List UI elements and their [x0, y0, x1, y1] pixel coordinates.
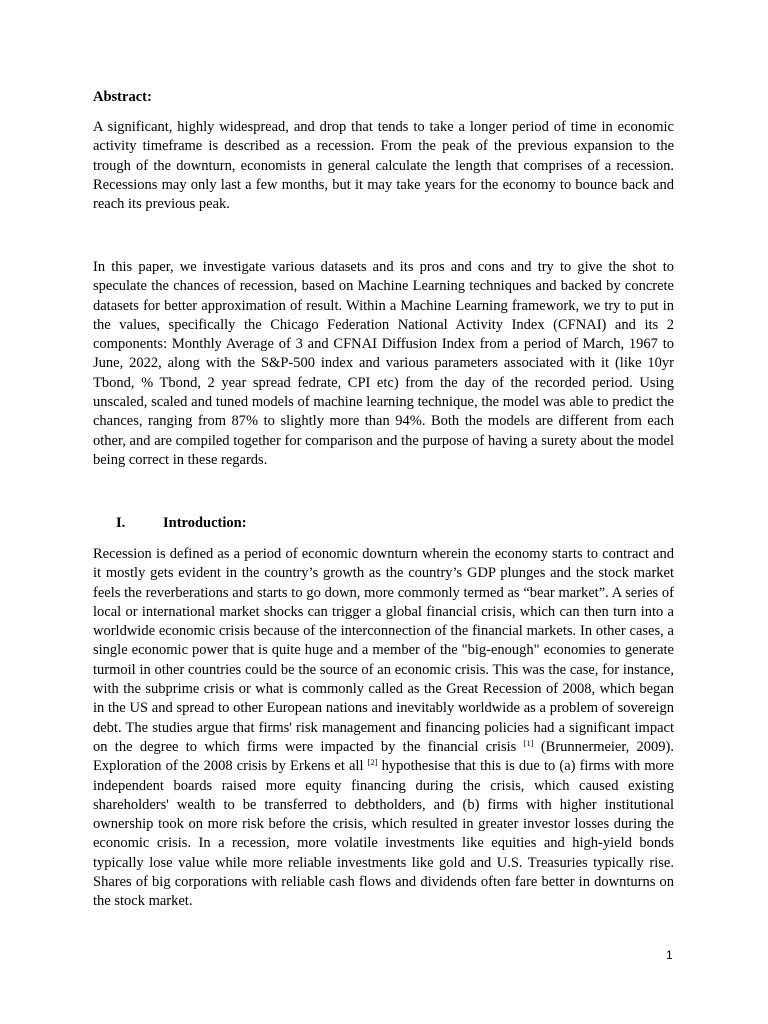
abstract-paragraph-2: In this paper, we investigate various datasets and its pros and cons and try to give the shot to speculate the chances of recession, based on Machine Learning techniques and backed by concrete datasets for better approximation of result. Within a Machine Learning framework, we try to put in the values, specifically the Chicago Federation National Activity Index (CFNAI) and its 2 components: Monthly Average of 3 and CFNAI Diffusion Index from a period of March, 1967 to June, 2022, along with the S&P-500 index and various parameters associated with it (like 10yr Tbond, % Tbond, 2 year spread fedrate, CPI etc) from the day of the recorded period. Using unscaled, scaled and tuned models of machine learning technique, the model was able to predict the chances, ranging from 87% to slightly more than 94%. Both the models are different from each other, and are compiled together for comparison and the purpose of having a surety about the model being correct in these regards. [93, 259, 674, 468]
intro-text-part-2: (Brunnermeier, 2009). Exploration of the 2008 crisis by Erkens et all [93, 738, 674, 775]
section-number: I. [116, 515, 126, 531]
intro-text-part-3: hypothesise that this is due to (a) firms with more independent boards raised more equity financing during the crisis, which caused existing shareholders' wealth to be transferred to debtholders, and (b) firms with higher institutional ownership took on more risk before the crisis, which resulted in greater investor losses during the economic crisis. In a recession, more volatile investments like equities and high-yield bonds typically lose value while more reliable investments like gold and U.S. Treasuries typically rise. Shares of big corporations with reliable cash flows and dividends often fare better in downturns on the stock market. [93, 758, 674, 910]
introduction-heading [116, 514, 247, 532]
intro-text-part-1: Recession is defined as a period of economic downturn wherein the economy starts to contract and it mostly gets evident in the country’s growth as the country’s GDP plunges and the stock market feels the reverberations and starts to go down, more commonly termed as “bear market”. A series of local or international market shocks can trigger a global financial crisis, which can then turn into a worldwide economic crisis because of the interconnection of the financial markets. In other cases, a single economic power that is quite huge and a member of the "big-enough" economies to generate turmoil in other countries could be the source of an economic crisis. This was the case, for instance, with the subprime crisis or what is commonly called as the Great Recession of 2008, which began in the US and spread to other European nations and inevitably worldwide as a problem of sovereign debt. The studies argue that firms' risk management and financing policies had a significant impact on the degree to which firms were impacted by the financial crisis [93, 546, 674, 755]
page-number: 1 [666, 948, 673, 962]
citation-ref-1: [1] [523, 737, 534, 748]
introduction-paragraph [93, 545, 674, 912]
section-title: Introduction: [163, 515, 247, 531]
abstract-paragraph-1: A significant, highly widespread, and drop that tends to take a longer period of time in economic activity timeframe is described as a recession. From the peak of the previous expansion to the trough of the downturn, economists in general calculate the length that comprises of a recession. Recessions may only last a few months, but it may take years for the economy to bounce back and reach its previous peak. [93, 119, 674, 213]
abstract-heading: Abstract: [93, 89, 152, 105]
citation-ref-2: [2] [367, 757, 378, 768]
